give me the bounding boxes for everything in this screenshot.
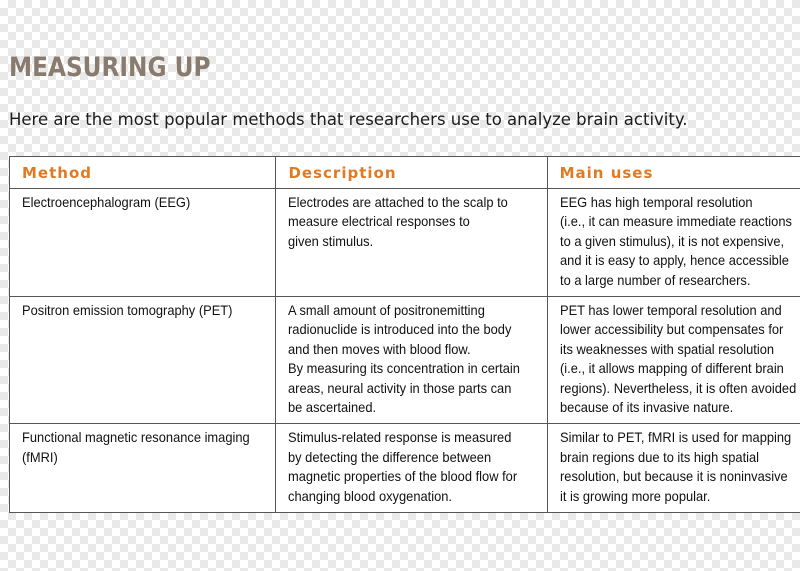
uses-cell: PET has lower temporal resolution and lower accessibility but compensates for its weaknesses with spatial resolution (i.e., it allows mapping of different brain regions). Nevertheless, it is often avoided because of its invasive nature. <box>547 297 800 424</box>
method-cell: Electroencephalogram (EEG) <box>10 189 276 297</box>
page-subtitle: Here are the most popular methods that researchers use to analyze brain activity. <box>9 110 688 129</box>
header-method: Method <box>10 157 276 189</box>
header-description: Description <box>276 157 547 189</box>
table-row <box>10 189 800 297</box>
table-row <box>10 424 800 513</box>
table-row <box>10 297 800 424</box>
description-cell: Stimulus-related response is measured by detecting the difference between magnetic properties of the blood flow for changing blood oxygenation. <box>276 424 547 513</box>
method-cell: Positron emission tomography (PET) <box>10 297 276 424</box>
description-cell: A small amount of positronemitting radionuclide is introduced into the body and then moves with blood flow. By measuring its concentration in certain areas, neural activity in those parts can be ascertained. <box>276 297 547 424</box>
method-cell: Functional magnetic resonance imaging (fMRI) <box>10 424 276 513</box>
page-title: MEASURING UP <box>9 52 211 83</box>
description-cell: Electrodes are attached to the scalp to measure electrical responses to given stimulus. <box>276 189 547 297</box>
table-header-row <box>10 157 800 189</box>
header-main-uses: Main uses <box>547 157 800 189</box>
uses-cell: EEG has high temporal resolution (i.e., it can measure immediate reactions to a given stimulus), it is not expensive, and it is easy to apply, hence accessible to a large number of researchers. <box>547 189 800 297</box>
methods-table <box>9 156 800 513</box>
uses-cell: Similar to PET, fMRI is used for mapping brain regions due to its high spatial resolution, but because it is noninvasive it is growing more popular. <box>547 424 800 513</box>
